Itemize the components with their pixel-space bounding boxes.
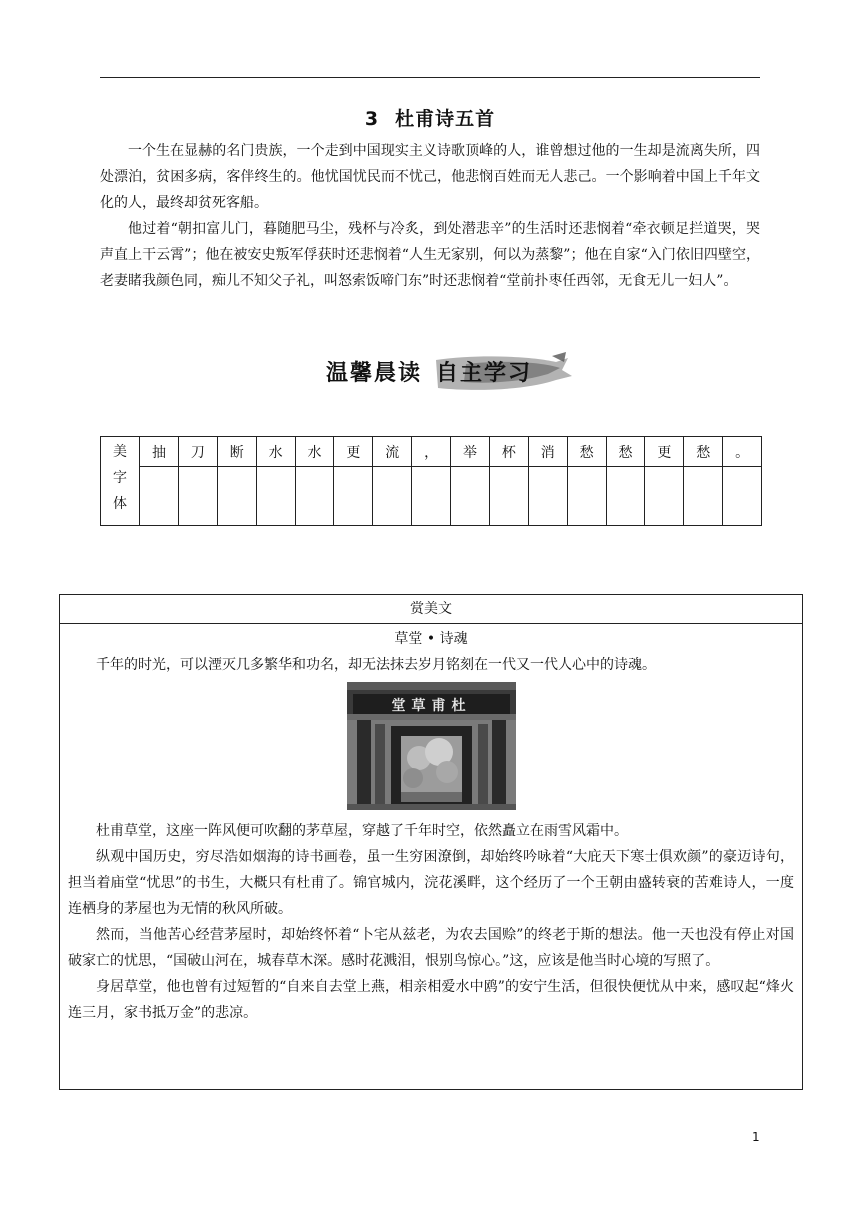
character-cell: 抽 (140, 437, 179, 467)
character-cell: 。 (723, 437, 762, 467)
practice-cell[interactable] (684, 467, 723, 526)
practice-cell[interactable] (528, 467, 567, 526)
practice-cell[interactable] (295, 467, 334, 526)
practice-cell[interactable] (723, 467, 762, 526)
practice-cell[interactable] (334, 467, 373, 526)
character-cell: ， (412, 437, 451, 467)
reading-paragraph: 杜甫草堂，这座一阵风便可吹翻的茅草屋，穿越了千年时空，依然矗立在雨雪风霜中。 (96, 823, 628, 839)
reading-subtitle: 草堂 • 诗魂 (394, 631, 468, 647)
intro-section (100, 138, 760, 294)
photo-container (68, 682, 794, 814)
character-cell: 水 (256, 437, 295, 467)
reading-box-body (60, 626, 802, 1026)
character-cell: 流 (373, 437, 412, 467)
character-cell: 断 (217, 437, 256, 467)
lesson-number: 3 (364, 108, 380, 130)
calligraphy-label-text: 美字体 (113, 444, 127, 512)
practice-cell[interactable] (412, 467, 451, 526)
character-cell: 更 (334, 437, 373, 467)
character-cell: 举 (451, 437, 490, 467)
banner-text (326, 356, 532, 387)
plaque-text: 堂草甫杜 (391, 698, 471, 714)
character-cell: 水 (295, 437, 334, 467)
practice-cell[interactable] (217, 467, 256, 526)
practice-cell[interactable] (178, 467, 217, 526)
calligraphy-practice-table (100, 436, 762, 526)
page-number: 1 (752, 1130, 760, 1144)
character-cell: 愁 (684, 437, 723, 467)
reading-box-heading: 赏美文 (60, 595, 802, 624)
practice-cell[interactable] (140, 467, 179, 526)
character-cell: 愁 (606, 437, 645, 467)
character-cell: 杯 (489, 437, 528, 467)
practice-cell[interactable] (645, 467, 684, 526)
reading-paragraph: 千年的时光，可以湮灭几多繁华和功名，却无法抹去岁月铭刻在一代又一代人心中的诗魂。 (96, 657, 656, 673)
practice-cell[interactable] (489, 467, 528, 526)
practice-cell[interactable] (567, 467, 606, 526)
header-rule (100, 77, 760, 78)
character-cell: 刀 (178, 437, 217, 467)
character-cell: 更 (645, 437, 684, 467)
reading-paragraph: 纵观中国历史，穷尽浩如烟海的诗书画卷，虽一生穷困潦倒，却始终吟咏着“大庇天下寒士俱欢颜”的豪迈诗句，担当着庙堂“忧思”的书生，大概只有杜甫了。锦官城内，浣花溪畔，这个经历了一个王朝由盛转衰的苦难诗人，一度连栖身的茅屋也为无情的秋风所破。 (68, 849, 794, 917)
intro-paragraph: 一个生在显赫的名门贵族，一个走到中国现实主义诗歌顶峰的人，谁曾想过他的一生却是流离失所，四处漂泊，贫困多病，客伴终生的。他忧国忧民而不忧己，他悲悯百姓而无人悲己。一个影响着中国上千年文化的人，最终却贫死客船。 (100, 143, 760, 211)
character-cell: 愁 (567, 437, 606, 467)
character-row (101, 437, 762, 467)
intro-paragraph: 他过着“朝扣富儿门，暮随肥马尘，残杯与冷炙，到处潜悲辛”的生活时还悲悯着“牵衣顿足拦道哭，哭声直上干云霄”；他在被安史叛军俘获时还悲悯着“人生无家别，何以为蒸黎”；他在自家“入门依旧四壁空，老妻睹我颜色同，痴儿不知父子礼，叫怒索饭啼门东”时还悲悯着“堂前扑枣任西邻，无食无儿一妇人”。 (100, 221, 760, 289)
practice-row (101, 467, 762, 526)
practice-cell[interactable] (256, 467, 295, 526)
banner-text-part2: 自主学习 (436, 361, 533, 386)
character-cell: 消 (528, 437, 567, 467)
banner-text-part1: 温馨晨读 (326, 361, 423, 386)
lesson-title-text: 杜甫诗五首 (395, 108, 496, 130)
lesson-title (0, 104, 860, 131)
practice-cell[interactable] (606, 467, 645, 526)
thatched-cottage-gate-photo (347, 682, 516, 810)
reading-box (59, 594, 803, 1090)
practice-cell[interactable] (373, 467, 412, 526)
practice-cell[interactable] (451, 467, 490, 526)
reading-paragraph: 然而，当他苦心经营茅屋时，却始终怀着“卜宅从兹老，为农去国赊”的终老于斯的想法。他一天也没有停止对国破家亡的忧思，“国破山河在，城春草木深。感时花溅泪，恨别鸟惊心。”这，应该是他当时心境的写照了。 (68, 927, 794, 969)
reading-paragraph: 身居草堂，他也曾有过短暂的“自来自去堂上燕，相亲相爱水中鸥”的安宁生活，但很快便忧从中来，感叹起“烽火连三月，家书抵万金”的悲凉。 (68, 979, 794, 1021)
section-banner (316, 352, 574, 396)
calligraphy-label (101, 437, 140, 526)
